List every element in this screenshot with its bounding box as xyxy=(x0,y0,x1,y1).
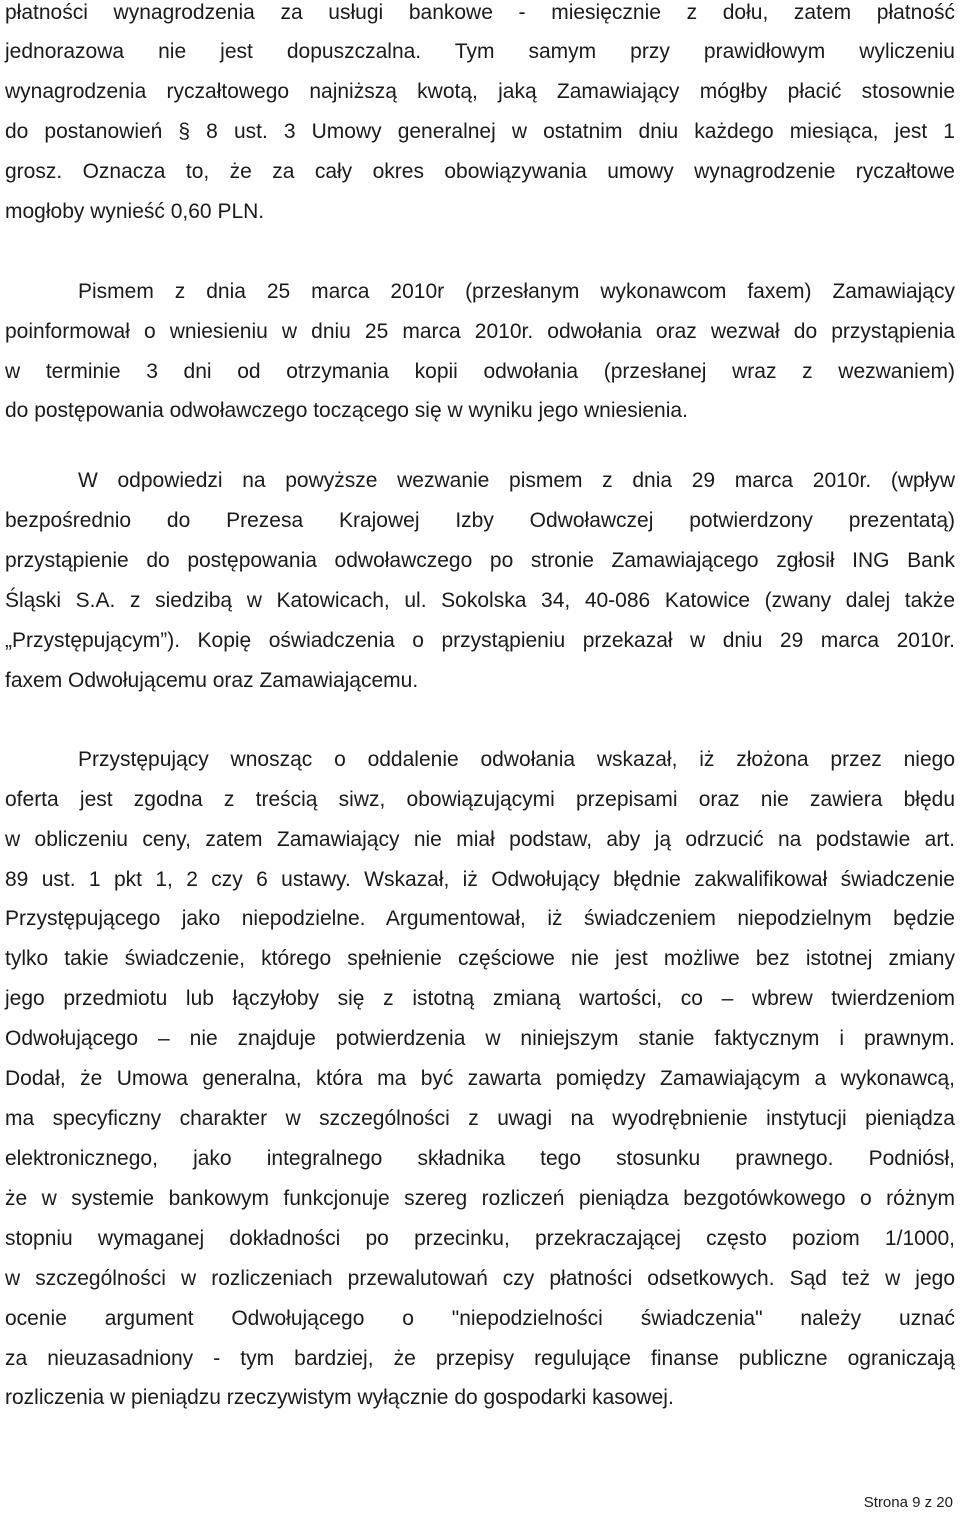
paragraph-1-line-6: mogłoby wynieść 0,60 PLN. xyxy=(5,200,265,223)
paragraph-2-line-4: do postępowania odwoławczego toczącego się w wyniku jego wniesienia. xyxy=(5,399,688,422)
paragraph-4-line-12: że w systemie bankowym funkcjonuje szereg rozliczeń pieniądza bezgotówkowego o różnym xyxy=(5,1187,955,1210)
paragraph-1-line-1: płatności wynagrodzenia za usługi bankowe - miesięcznie z dołu, zatem płatność xyxy=(5,1,955,24)
paragraph-1-line-2: jednorazowa nie jest dopuszczalna. Tym samym przy prawidłowym wyliczeniu xyxy=(5,40,955,63)
paragraph-1-line-3: wynagrodzenia ryczałtowego najniższą kwotą, jaką Zamawiający mógłby płacić stosownie xyxy=(5,80,955,103)
paragraph-1-line-4: do postanowień § 8 ust. 3 Umowy generalnej w ostatnim dniu każdego miesiąca, jest 1 xyxy=(5,120,955,143)
paragraph-3-line-5: „Przystępującym”). Kopię oświadczenia o przystąpieniu przekazał w dniu 29 marca 2010r. xyxy=(5,629,955,652)
paragraph-2-line-2: poinformował o wniesieniu w dniu 25 marca 2010r. odwołania oraz wezwał do przystąpienia xyxy=(5,320,955,343)
page-number: Strona 9 z 20 xyxy=(863,1494,953,1511)
paragraph-4-line-9: Dodał, że Umowa generalna, która ma być zawarta pomiędzy Zamawiającym a wykonawcą, xyxy=(5,1067,955,1090)
paragraph-4-line-17: rozliczenia w pieniądzu rzeczywistym wyłącznie do gospodarki kasowej. xyxy=(5,1386,674,1409)
paragraph-4-line-13: stopniu wymaganej dokładności po przecinku, przekraczającej często poziom 1/1000, xyxy=(5,1227,955,1250)
paragraph-4-line-2: oferta jest zgodna z treścią siwz, obowiązującymi przepisami oraz nie zawiera błędu xyxy=(5,788,955,811)
paragraph-4-line-11: elektronicznego, jako integralnego składnika tego stosunku prawnego. Podniósł, xyxy=(5,1147,955,1170)
paragraph-4-line-15: ocenie argument Odwołującego o "niepodzielności świadczenia" należy uznać xyxy=(5,1307,955,1330)
paragraph-3-line-2: bezpośrednio do Prezesa Krajowej Izby Odwoławczej potwierdzony prezentatą) xyxy=(5,509,955,532)
paragraph-4-line-4: 89 ust. 1 pkt 1, 2 czy 6 ustawy. Wskazał, iż Odwołujący błędnie zakwalifikował świadczenie xyxy=(5,868,955,891)
paragraph-2-line-3: w terminie 3 dni od otrzymania kopii odwołania (przesłanej wraz z wezwaniem) xyxy=(5,360,955,383)
paragraph-4-line-5: Przystępującego jako niepodzielne. Argumentował, iż świadczeniem niepodzielnym będzie xyxy=(5,907,955,930)
paragraph-4-line-3: w obliczeniu ceny, zatem Zamawiający nie miał podstaw, aby ją odrzucić na podstawie art. xyxy=(5,828,955,851)
paragraph-3-line-3: przystąpienie do postępowania odwoławczego po stronie Zamawiającego zgłosił ING Bank xyxy=(5,549,955,572)
paragraph-4-line-1: Przystępujący wnosząc o oddalenie odwołania wskazał, iż złożona przez niego xyxy=(78,748,955,771)
paragraph-3-line-1: W odpowiedzi na powyższe wezwanie pismem z dnia 29 marca 2010r. (wpływ xyxy=(78,469,955,492)
paragraph-3-line-6: faxem Odwołującemu oraz Zamawiającemu. xyxy=(5,669,419,692)
paragraph-4-line-14: w szczególności w rozliczeniach przewalutowań czy płatności odsetkowych. Sąd też w jego xyxy=(5,1267,955,1290)
paragraph-4-line-10: ma specyficzny charakter w szczególności z uwagi na wyodrębnienie instytucji pieniądza xyxy=(5,1107,955,1130)
paragraph-4-line-16: za nieuzasadniony - tym bardziej, że przepisy regulujące finanse publiczne ograniczają xyxy=(5,1347,955,1370)
paragraph-2-line-1: Pismem z dnia 25 marca 2010r (przesłanym wykonawcom faxem) Zamawiający xyxy=(78,280,955,303)
paragraph-4-line-8: Odwołującego – nie znajduje potwierdzenia w niniejszym stanie faktycznym i prawnym. xyxy=(5,1027,955,1050)
paragraph-4-line-6: tylko takie świadczenie, którego spełnienie częściowe nie jest możliwe bez istotnej zmiany xyxy=(5,947,955,970)
paragraph-3-line-4: Śląski S.A. z siedzibą w Katowicach, ul. Sokolska 34, 40-086 Katowice (zwany dalej także xyxy=(5,589,955,612)
paragraph-1-line-5: grosz. Oznacza to, że za cały okres obowiązywania umowy wynagrodzenie ryczałtowe xyxy=(5,160,955,183)
paragraph-4-line-7: jego przedmiotu lub łączyłoby się z istotną zmianą wartości, co – wbrew twierdzeniom xyxy=(5,987,955,1010)
